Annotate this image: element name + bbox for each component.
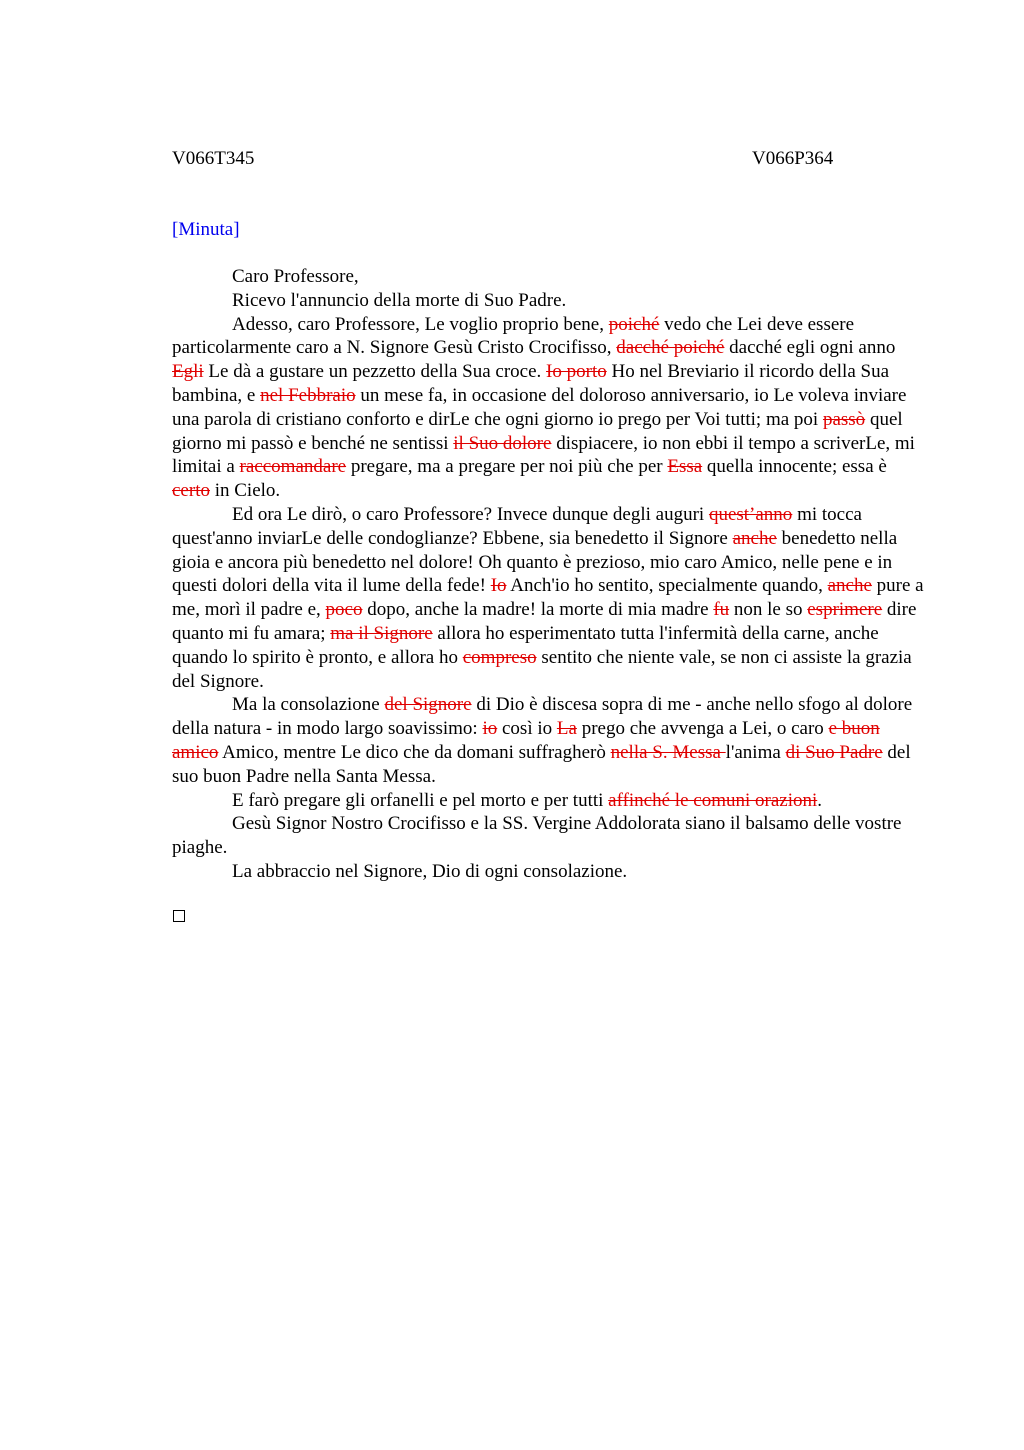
deleted-text: esprimere — [807, 599, 883, 621]
letter-text: Le dà a gustare un pezzetto della Sua croce. — [203, 361, 547, 383]
minuta-label: [Minuta] — [172, 219, 240, 240]
letter-text: Ho nel Breviario il ricordo della Sua bambina, e — [172, 361, 890, 406]
letter-text: dacché egli ogni anno — [724, 337, 896, 359]
letter-text: di Dio è discesa sopra di me - anche nello sfogo al dolore della natura - in modo largo soavissimo: — [172, 694, 913, 740]
letter-text: vedo che Lei deve essere particolarmente caro a N. Signore Gesù Cristo Crocifisso, — [172, 313, 855, 359]
letter-text: quella innocente; essa è — [702, 456, 887, 478]
letter-text: Gesù Signor Nostro Crocifisso e la SS. Vergine Addolorata siano il balsamo delle vostre piaghe. — [172, 813, 902, 859]
deleted-text: di Suo Padre — [785, 741, 883, 763]
deleted-text: io — [482, 718, 498, 740]
letter-text: La abbraccio nel Signore, Dio di ogni consolazione. — [232, 860, 628, 882]
deleted-text: fu — [713, 599, 730, 621]
deleted-text: La — [556, 718, 577, 740]
letter-text: l'anima — [725, 741, 786, 763]
deleted-text: nel Febbraio — [260, 384, 356, 406]
letter-text: Ricevo l'annuncio della morte di Suo Padre. — [232, 289, 567, 311]
letter-text: non le so — [729, 599, 808, 621]
letter-text: prego che avvenga a Lei, o caro — [576, 718, 829, 740]
letter-paragraph — [172, 289, 924, 313]
letter-paragraph — [172, 313, 924, 503]
letter-text: benedetto nella gioia e ancora più benedetto nel dolore! Oh quanto è prezioso, mio caro Amico, nelle pene e in questi dolori della vita il lume della fede! — [172, 527, 898, 597]
deleted-text: dacché poiché — [616, 337, 725, 359]
letter-text: mi tocca quest'anno inviarLe delle condoglianze? Ebbene, sia benedetto il Signore — [172, 503, 862, 549]
letter-text: sentito che niente vale, se non ci assiste la grazia del Signore. — [172, 646, 912, 692]
letter-text: in Cielo. — [209, 480, 281, 502]
deleted-text: compreso — [462, 646, 537, 668]
document-code-left: V066T345 — [172, 148, 255, 169]
empty-square-icon — [173, 910, 185, 922]
letter-text: pregare, ma a pregare per noi più che per — [346, 456, 668, 478]
deleted-text: ma il Signore — [330, 622, 433, 644]
deleted-text: Io — [490, 575, 507, 597]
letter-paragraph — [172, 265, 924, 289]
letter-text: dispiacere, io non ebbi il tempo a scriverLe, mi limitai a — [172, 432, 915, 478]
letter-text: un mese fa, in occasione del doloroso anniversario, io Le voleva inviare una parola di cristiano conforto e dirLe che ogni giorno io prego per Voi tutti; ma poi — [172, 384, 907, 430]
letter-paragraph — [172, 693, 924, 788]
letter-text: E farò pregare gli orfanelli e pel morto e per tutti — [232, 789, 609, 811]
letter-text: così io — [497, 718, 557, 740]
deleted-text: e buon amico — [172, 718, 880, 763]
letter-text: del suo buon Padre nella Santa Messa. — [172, 741, 911, 787]
deleted-text: poiché — [608, 313, 660, 335]
deleted-text: raccomandare — [239, 456, 347, 478]
letter-text: Ed ora Le dirò, o caro Professore? Invece dunque degli auguri — [232, 503, 709, 525]
deleted-text: anche — [732, 527, 777, 549]
letter-text: Adesso, caro Professore, Le voglio proprio bene, — [232, 313, 609, 335]
letter-text: quel giorno mi passò e benché ne sentissi — [172, 408, 903, 454]
deleted-text: del Signore — [384, 694, 472, 716]
deleted-text: nella S. Messa — [610, 741, 726, 763]
letter-paragraph — [172, 789, 924, 813]
deleted-text: Essa — [667, 456, 703, 478]
deleted-text: certo — [172, 480, 210, 502]
deleted-text: Io porto — [546, 361, 607, 383]
deleted-text: affinché le comuni orazioni — [608, 789, 818, 811]
letter-text: Amico, mentre Le dico che da domani suffragherò — [218, 741, 611, 763]
document-code-right: V066P364 — [752, 148, 834, 169]
letter-text: dire quanto mi fu amara; — [172, 599, 917, 644]
deleted-text: poco — [325, 599, 363, 621]
letter-paragraph — [172, 860, 924, 884]
letter-text: pure a me, morì il padre e, — [172, 575, 924, 621]
deleted-text: passò — [822, 408, 866, 430]
letter-text: Anch'io ho sentito, specialmente quando, — [506, 575, 828, 597]
letter-body — [172, 265, 924, 884]
deleted-text: anche — [827, 575, 872, 597]
letter-text: dopo, anche la madre! la morte di mia madre — [362, 599, 714, 621]
letter-paragraph — [172, 812, 924, 860]
letter-paragraph — [172, 503, 924, 693]
letter-text: Caro Professore, — [232, 266, 359, 287]
deleted-text: quest’anno — [708, 503, 793, 525]
letter-text: . — [817, 789, 822, 811]
letter-text: Ma la consolazione — [232, 694, 385, 716]
deleted-text: Egli — [172, 361, 204, 383]
letter-text: allora ho esperimentato tutta l'infermità della carne, anche quando lo spirito è pronto, e allora ho — [172, 622, 879, 668]
deleted-text: il Suo dolore — [453, 432, 552, 454]
